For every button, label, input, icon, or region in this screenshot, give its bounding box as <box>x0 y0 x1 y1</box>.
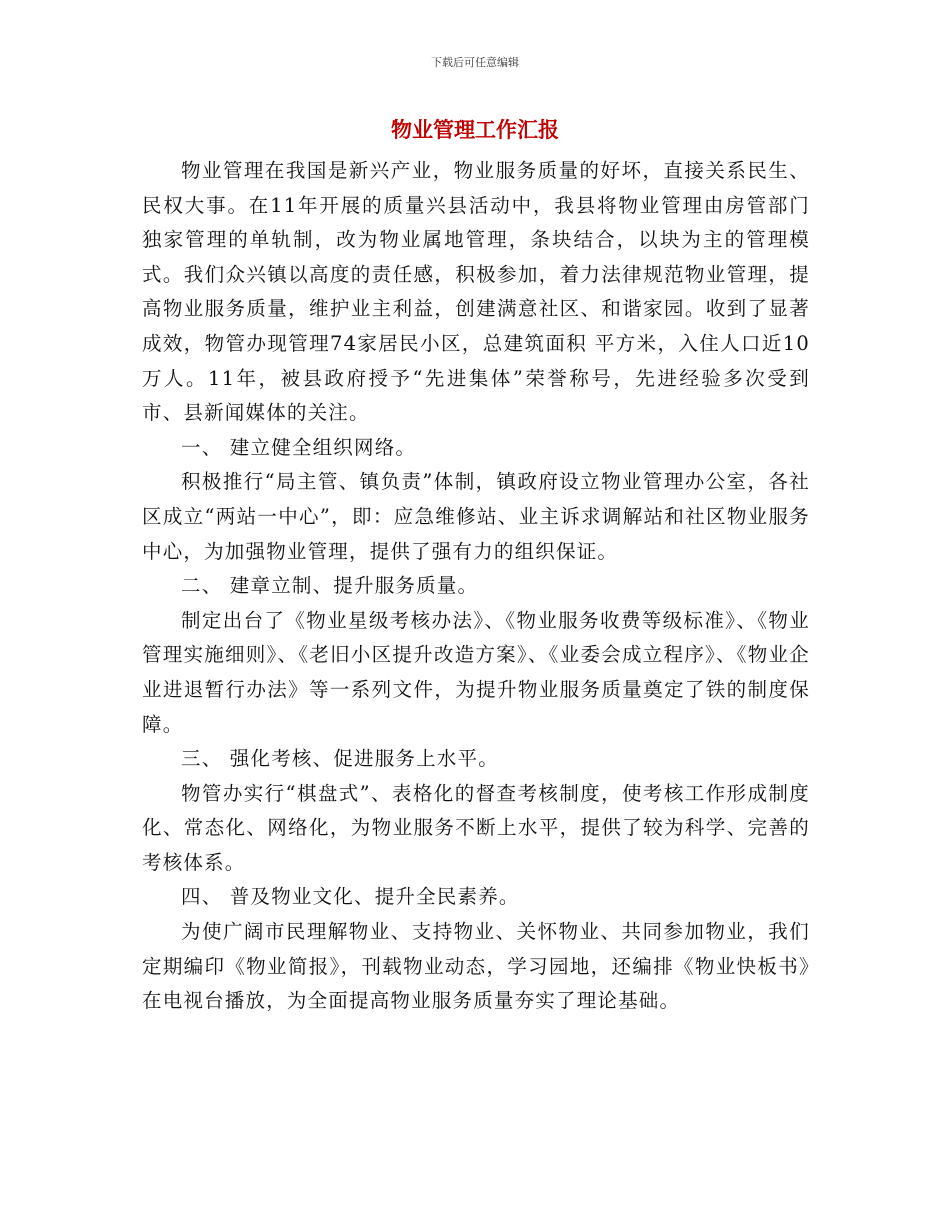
section-heading-4: 四、 普及物业文化、提升全民素养。 <box>181 885 520 909</box>
paragraph-intro: 物业管理在我国是新兴产业，物业服务质量的好坏，直接关系民生、民权大事。在11年开展的质量兴县活动中，我县将物业管理由房管部门独家管理的单轨制，改为物业属地管理，条块结合，以块为主的管理模式。我们众兴镇以高度的责任感，积极参加，着力法律规范物业管理，提高物业服务质量，维护业主利益，创建满意社区、和谐家园。收到了显著成效，物管办现管理74家居民小区，总建筑面积 平方米，入住人口近10万人。11年，被县政府授予“先进集体”荣誉称号，先进经验多次受到市、县新闻媒体的关注。 <box>142 159 810 425</box>
header-note: 下载后可任意编辑 <box>431 56 519 69</box>
section-heading-3: 三、 强化考核、促进服务上水平。 <box>181 747 499 771</box>
paragraph-section-1: 积极推行“局主管、镇负责”体制，镇政府设立物业管理办公室，各社区成立“两站一中心”，即：应急维修站、业主诉求调解站和社区物业服务中心，为加强物业管理，提供了强有力的组织保证。 <box>142 470 810 563</box>
section-heading-1: 一、 建立健全组织网络。 <box>181 435 417 459</box>
paragraph-section-2: 制定出台了《物业星级考核办法》、《物业服务收费等级标准》、《物业管理实施细则》、《老旧小区提升改造方案》、《业委会成立程序》、《物业企业进退暂行办法》等一系列文件，为提升物业服务质量奠定了铁的制度保障。 <box>142 608 810 736</box>
document-body <box>142 154 810 1019</box>
document-title: 物业管理工作汇报 <box>391 117 559 142</box>
section-heading-2: 二、 建章立制、提升服务质量。 <box>181 574 479 598</box>
paragraph-section-4: 为使广阔市民理解物业、支持物业、关怀物业、共同参加物业，我们定期编印《物业简报》，刊载物业动态，学习园地，还编排《物业快板书》在电视台播放，为全面提高物业服务质量夯实了理论基础。 <box>142 920 810 1013</box>
paragraph-section-3: 物管办实行“棋盘式”、表格化的督查考核制度，使考核工作形成制度化、常态化、网络化，为物业服务不断上水平，提供了较为科学、完善的考核体系。 <box>142 781 810 874</box>
